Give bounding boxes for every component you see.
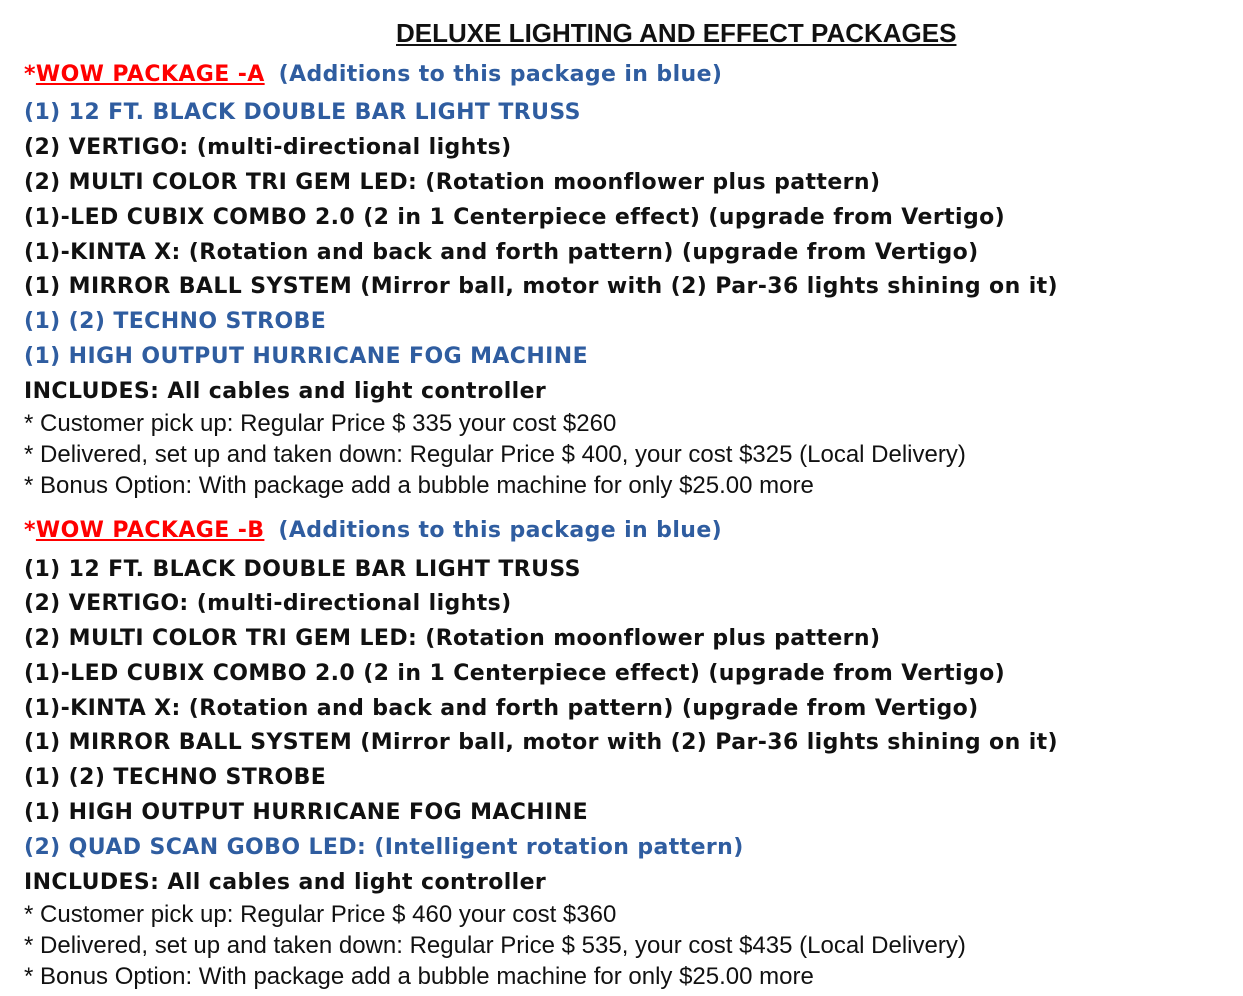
package-a-item: (2) VERTIGO: (multi-directional lights) [24,135,512,160]
package-b-note: (Additions to this package in blue) [278,518,723,543]
package-b-item: (1) HIGH OUTPUT HURRICANE FOG MACHINE [24,800,588,825]
page-title: DELUXE LIGHTING AND EFFECT PACKAGES [396,18,957,48]
package-b-item: (1) 12 FT. BLACK DOUBLE BAR LIGHT TRUSS [24,557,581,582]
package-a-star: * [24,62,36,87]
package-a-includes: INCLUDES: All cables and light controller [24,379,547,404]
package-b-price-bonus: * Bonus Option: With package add a bubble machine for only $25.00 more [24,963,814,990]
package-b-item: (1)-KINTA X: (Rotation and back and forth pattern) (upgrade from Vertigo) [24,696,979,721]
package-b-item: (1)-LED CUBIX COMBO 2.0 (2 in 1 Centerpiece effect) (upgrade from Vertigo) [24,661,1006,686]
package-b-price-delivered: * Delivered, set up and taken down: Regular Price $ 535, your cost $435 (Local Delivery) [24,932,966,959]
package-b-item: (2) QUAD SCAN GOBO LED: (Intelligent rotation pattern) [24,835,744,860]
package-b-header [24,518,722,543]
package-a-item: (1)-KINTA X: (Rotation and back and forth pattern) (upgrade from Vertigo) [24,240,979,265]
package-b-star: * [24,518,36,543]
package-b-item: (1) MIRROR BALL SYSTEM (Mirror ball, motor with (2) Par-36 lights shining on it) [24,730,1059,755]
package-b-item: (2) VERTIGO: (multi-directional lights) [24,591,512,616]
package-b-name: WOW PACKAGE -B [35,518,265,543]
package-a-price-delivered: * Delivered, set up and taken down: Regular Price $ 400, your cost $325 (Local Delivery) [24,441,966,468]
package-b-item: (1) (2) TECHNO STROBE [24,765,327,790]
package-a-note: (Additions to this package in blue) [278,62,723,87]
package-a-header [24,62,722,87]
package-b-item: (2) MULTI COLOR TRI GEM LED: (Rotation moonflower plus pattern) [24,626,881,651]
package-a-item: (1)-LED CUBIX COMBO 2.0 (2 in 1 Centerpiece effect) (upgrade from Vertigo) [24,205,1006,230]
package-a-item: (2) MULTI COLOR TRI GEM LED: (Rotation moonflower plus pattern) [24,170,881,195]
package-a-name: WOW PACKAGE -A [35,62,265,87]
package-a-item: (1) 12 FT. BLACK DOUBLE BAR LIGHT TRUSS [24,100,581,125]
package-b-price-pickup: * Customer pick up: Regular Price $ 460 your cost $360 [24,901,617,928]
package-a-price-pickup: * Customer pick up: Regular Price $ 335 your cost $260 [24,410,617,437]
package-b-includes: INCLUDES: All cables and light controller [24,870,547,895]
package-a-item: (1) HIGH OUTPUT HURRICANE FOG MACHINE [24,344,588,369]
package-a-item: (1) (2) TECHNO STROBE [24,309,327,334]
package-a-price-bonus: * Bonus Option: With package add a bubble machine for only $25.00 more [24,472,814,499]
package-a-item: (1) MIRROR BALL SYSTEM (Mirror ball, motor with (2) Par-36 lights shining on it) [24,274,1059,299]
